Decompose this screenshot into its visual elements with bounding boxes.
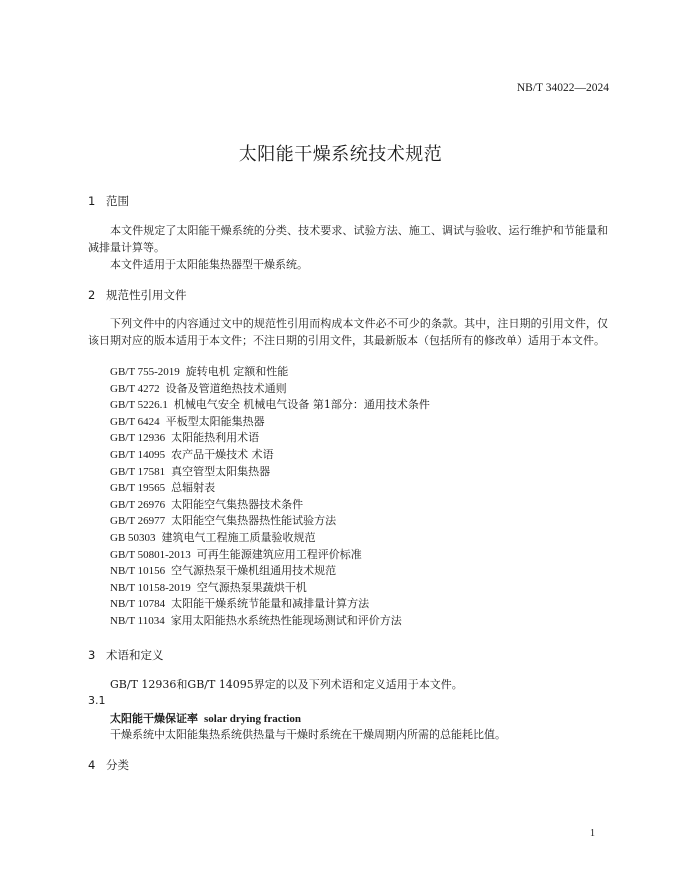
reference-item xyxy=(110,547,430,564)
reference-title: 家用太阳能热水系统热性能现场测试和评价方法 xyxy=(170,613,402,627)
standard-number: NB/T 34022—2024 xyxy=(516,82,609,94)
reference-item xyxy=(110,381,430,398)
term-entry xyxy=(110,710,301,726)
reference-item xyxy=(110,613,430,630)
term-number: 3.1 xyxy=(88,694,106,707)
reference-item xyxy=(110,480,430,497)
reference-code: NB/T 11034 xyxy=(110,614,165,627)
reference-code: GB/T 6424 xyxy=(110,415,160,428)
reference-code: GB/T 50801-2013 xyxy=(110,548,191,561)
reference-code: NB/T 10156 xyxy=(110,565,166,578)
reference-item xyxy=(110,397,430,414)
reference-item xyxy=(110,447,430,464)
reference-item xyxy=(110,580,430,597)
reference-code: GB/T 19565 xyxy=(110,482,166,495)
reference-code: GB/T 26977 xyxy=(110,515,166,528)
reference-item xyxy=(110,530,430,547)
reference-title: 平板型太阳能集热器 xyxy=(165,414,265,428)
section-2-heading xyxy=(88,287,187,303)
document-title: 太阳能干燥系统技术规范 xyxy=(238,144,443,165)
section-number: 1 xyxy=(88,194,96,208)
section-number: 2 xyxy=(88,288,96,302)
reference-code: GB/T 26976 xyxy=(110,498,166,511)
reference-title: 空气源热泵干燥机组通用技术规范 xyxy=(171,564,337,578)
reference-code: GB/T 4272 xyxy=(110,382,160,395)
reference-title: 空气源热泵果蔬烘干机 xyxy=(196,580,307,594)
reference-title: 可再生能源建筑应用工程评价标准 xyxy=(196,547,362,561)
section-title: 术语和定义 xyxy=(106,648,164,662)
reference-code: GB/T 755-2019 xyxy=(110,366,180,378)
reference-item xyxy=(110,497,430,514)
reference-item xyxy=(110,513,430,530)
section-number: 3 xyxy=(88,648,96,662)
reference-title: 真空管型太阳集热器 xyxy=(171,464,271,478)
terms-intro: GB/T 12936和GB/T 14095界定的以及下列术语和定义适用于本文件。 xyxy=(110,678,463,691)
reference-title: 太阳能空气集热器技术条件 xyxy=(171,497,304,511)
reference-code: GB/T 14095 xyxy=(110,448,166,461)
reference-code: GB 50303 xyxy=(110,531,156,544)
section-title: 规范性引用文件 xyxy=(106,288,187,302)
section-title: 分类 xyxy=(106,758,129,772)
reference-title: 太阳能热利用术语 xyxy=(171,431,260,445)
reference-item xyxy=(110,464,430,481)
reference-item xyxy=(110,563,430,580)
reference-title: 机械电气安全 机械电气设备 第1部分：通用技术条件 xyxy=(173,398,430,412)
reference-code: GB/T 5226.1 xyxy=(110,399,168,412)
reference-code: GB/T 12936 xyxy=(110,432,166,445)
reference-title: 设备及管道绝热技术通则 xyxy=(165,381,287,395)
reference-code: NB/T 10784 xyxy=(110,598,166,611)
reference-item xyxy=(110,414,430,431)
term-chinese: 太阳能干燥保证率 xyxy=(110,712,198,725)
reference-item xyxy=(110,364,430,381)
reference-title: 旋转电机 定额和性能 xyxy=(185,365,289,378)
reference-title: 建筑电气工程施工质量验收规范 xyxy=(161,530,316,544)
section-1-heading xyxy=(88,193,129,209)
term-definition: 干燥系统中太阳能集热系统供热量与干燥时系统在干燥周期内所需的总能耗比值。 xyxy=(110,728,506,741)
reference-item xyxy=(110,430,430,447)
reference-title: 太阳能空气集热器热性能试验方法 xyxy=(171,514,337,528)
normative-references-intro: 下列文件中的内容通过文中的规范性引用而构成本文件必不可少的条款。其中，注日期的引用文件，仅该日期对应的版本适用于本文件；不注日期的引用文件，其最新版本（包括所有的修改单）适用于本文件。 xyxy=(88,317,608,347)
scope-paragraph-1: 本文件规定了太阳能干燥系统的分类、技术要求、试验方法、施工、调试与验收、运行维护和节能量和减排量计算等。 xyxy=(88,224,608,254)
section-4-heading xyxy=(88,757,129,773)
scope-paragraph-2: 本文件适用于太阳能集热器型干燥系统。 xyxy=(110,258,308,271)
reference-title: 太阳能干燥系统节能量和减排量计算方法 xyxy=(171,597,370,611)
section-3-heading xyxy=(88,647,164,663)
reference-code: NB/T 10158-2019 xyxy=(110,581,191,594)
reference-item xyxy=(110,596,430,613)
section-title: 范围 xyxy=(106,194,129,208)
page-number: 1 xyxy=(590,828,595,839)
section-number: 4 xyxy=(88,758,96,772)
reference-list xyxy=(110,364,430,630)
reference-title: 农产品干燥技术 术语 xyxy=(171,447,274,461)
reference-code: GB/T 17581 xyxy=(110,465,166,478)
term-english: solar drying fraction xyxy=(204,713,301,725)
reference-title: 总辐射表 xyxy=(171,481,216,495)
